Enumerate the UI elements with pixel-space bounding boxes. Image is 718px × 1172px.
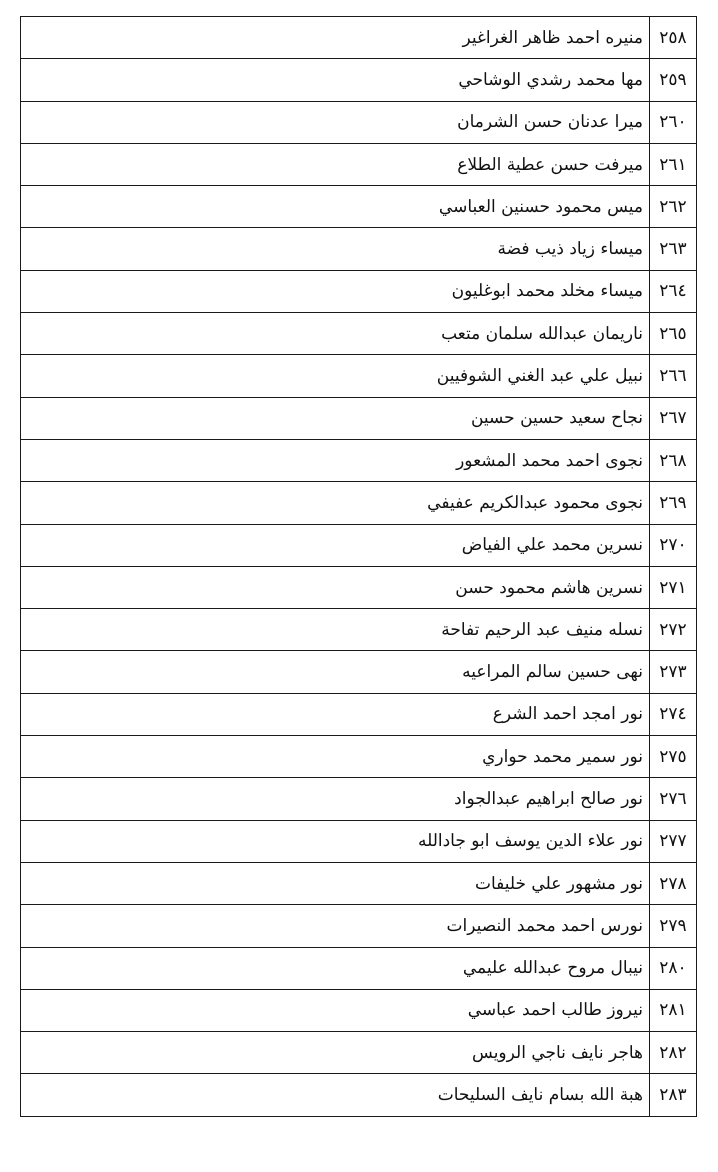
table-row	[21, 736, 697, 778]
row-number: ٢٧٧	[650, 820, 697, 862]
row-number: ٢٦١	[650, 143, 697, 185]
table-row	[21, 651, 697, 693]
table-row	[21, 59, 697, 101]
row-number: ٢٧٦	[650, 778, 697, 820]
person-name: هاجر نايف ناجي الرويس	[21, 1032, 650, 1074]
table-row	[21, 862, 697, 904]
table-row	[21, 186, 697, 228]
row-number: ٢٧٢	[650, 609, 697, 651]
table-row	[21, 778, 697, 820]
names-table-body	[21, 17, 697, 1117]
table-row	[21, 17, 697, 59]
person-name: نسرين محمد علي الفياض	[21, 524, 650, 566]
table-row	[21, 439, 697, 481]
table-row	[21, 947, 697, 989]
table-row	[21, 609, 697, 651]
row-number: ٢٦٩	[650, 482, 697, 524]
row-number: ٢٧٠	[650, 524, 697, 566]
row-number: ٢٥٩	[650, 59, 697, 101]
table-row	[21, 397, 697, 439]
row-number: ٢٦٥	[650, 313, 697, 355]
person-name: منيره احمد ظاهر الغراغير	[21, 17, 650, 59]
person-name: نسله منيف عبد الرحيم تفاحة	[21, 609, 650, 651]
person-name: نور امجد احمد الشرع	[21, 693, 650, 735]
table-row	[21, 1074, 697, 1116]
row-number: ٢٧٥	[650, 736, 697, 778]
person-name: ميساء مخلد محمد ابوغليون	[21, 270, 650, 312]
row-number: ٢٦٢	[650, 186, 697, 228]
row-number: ٢٧٨	[650, 862, 697, 904]
person-name: ميس محمود حسنين العباسي	[21, 186, 650, 228]
row-number: ٢٦٣	[650, 228, 697, 270]
row-number: ٢٧٤	[650, 693, 697, 735]
person-name: نجوى محمود عبدالكريم عفيفي	[21, 482, 650, 524]
person-name: مها محمد رشدي الوشاحي	[21, 59, 650, 101]
person-name: نور صالح ابراهيم عبدالجواد	[21, 778, 650, 820]
row-number: ٢٦٤	[650, 270, 697, 312]
table-row	[21, 524, 697, 566]
table-row	[21, 482, 697, 524]
row-number: ٢٨١	[650, 989, 697, 1031]
table-row	[21, 566, 697, 608]
person-name: نبيل علي عبد الغني الشوفيين	[21, 355, 650, 397]
table-row	[21, 101, 697, 143]
row-number: ٢٦٦	[650, 355, 697, 397]
person-name: ناريمان عبدالله سلمان متعب	[21, 313, 650, 355]
table-row	[21, 143, 697, 185]
row-number: ٢٦٧	[650, 397, 697, 439]
row-number: ٢٨٠	[650, 947, 697, 989]
person-name: نور علاء الدين يوسف ابو جادالله	[21, 820, 650, 862]
person-name: نيروز طالب احمد عباسي	[21, 989, 650, 1031]
table-row	[21, 1032, 697, 1074]
row-number: ٢٦٨	[650, 439, 697, 481]
table-row	[21, 905, 697, 947]
person-name: نور مشهور علي خليفات	[21, 862, 650, 904]
table-row	[21, 313, 697, 355]
row-number: ٢٧١	[650, 566, 697, 608]
row-number: ٢٥٨	[650, 17, 697, 59]
table-row	[21, 989, 697, 1031]
person-name: نسرين هاشم محمود حسن	[21, 566, 650, 608]
person-name: نهى حسين سالم المراعيه	[21, 651, 650, 693]
table-row	[21, 270, 697, 312]
names-table	[20, 16, 697, 1117]
table-row	[21, 693, 697, 735]
person-name: نجوى احمد محمد المشعور	[21, 439, 650, 481]
row-number: ٢٨٣	[650, 1074, 697, 1116]
person-name: هبة الله بسام نايف السليحات	[21, 1074, 650, 1116]
table-row	[21, 355, 697, 397]
person-name: نيبال مروح عبدالله عليمي	[21, 947, 650, 989]
table-row	[21, 820, 697, 862]
table-row	[21, 228, 697, 270]
person-name: ميساء زياد ذيب فضة	[21, 228, 650, 270]
person-name: نورس احمد محمد النصيرات	[21, 905, 650, 947]
person-name: نجاح سعيد حسين حسين	[21, 397, 650, 439]
person-name: نور سمير محمد حواري	[21, 736, 650, 778]
person-name: ميرا عدنان حسن الشرمان	[21, 101, 650, 143]
row-number: ٢٦٠	[650, 101, 697, 143]
row-number: ٢٨٢	[650, 1032, 697, 1074]
row-number: ٢٧٩	[650, 905, 697, 947]
row-number: ٢٧٣	[650, 651, 697, 693]
person-name: ميرفت حسن عطية الطلاع	[21, 143, 650, 185]
